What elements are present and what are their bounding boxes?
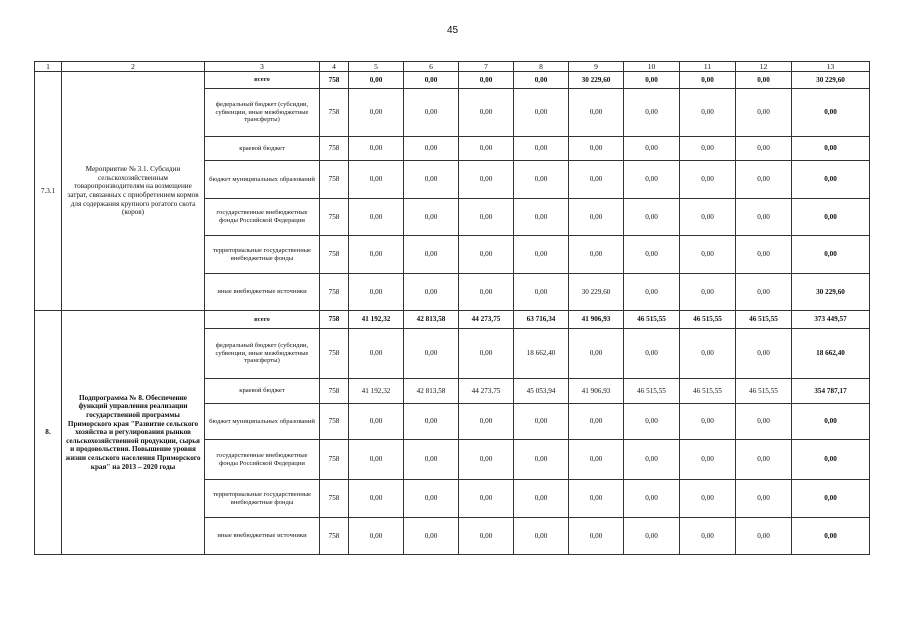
value-cell: 0,00: [736, 518, 792, 555]
page-number: 45: [446, 25, 459, 36]
value-cell: 0,00: [680, 89, 736, 137]
value-cell: 0,00: [459, 404, 514, 440]
value-cell: 0,00: [349, 161, 404, 199]
total-cell: 0,00: [792, 480, 870, 518]
value-cell: 0,00: [404, 72, 459, 89]
value-cell: 0,00: [569, 440, 624, 480]
funding-source: бюджет муниципальных образований: [205, 161, 320, 199]
value-cell: 0,00: [569, 199, 624, 236]
code-cell: 758: [320, 236, 349, 274]
value-cell: 0,00: [514, 72, 569, 89]
value-cell: 0,00: [404, 199, 459, 236]
total-cell: 30 229,60: [792, 72, 870, 89]
section-description: Подпрограмма № 8. Обеспечение функций управления реализации государственной программы Приморского края "Развитие сельского хозяйства и регулирования рынков сельскохозяйственной продукции, сырья и продовольствия. Повышение уровня жизни сельского населения Приморского края" на 2013 – 2020 годы: [62, 311, 205, 555]
value-cell: 0,00: [349, 199, 404, 236]
header-cell: 4: [320, 62, 349, 72]
value-cell: 0,00: [680, 440, 736, 480]
code-cell: 758: [320, 329, 349, 379]
value-cell: 0,00: [736, 72, 792, 89]
value-cell: 0,00: [569, 329, 624, 379]
table-row: [35, 311, 870, 329]
value-cell: 0,00: [459, 161, 514, 199]
value-cell: 0,00: [349, 518, 404, 555]
value-cell: 0,00: [736, 236, 792, 274]
value-cell: 30 229,60: [569, 72, 624, 89]
table-row: [35, 72, 870, 89]
value-cell: 0,00: [624, 404, 680, 440]
value-cell: 0,00: [680, 480, 736, 518]
header-cell: 6: [404, 62, 459, 72]
value-cell: 0,00: [404, 404, 459, 440]
funding-source: федеральный бюджет (субсидии, субвенции, иные межбюджетные трансферты): [205, 329, 320, 379]
header-cell: 8: [514, 62, 569, 72]
value-cell: 0,00: [736, 89, 792, 137]
header-cell: 7: [459, 62, 514, 72]
header-cell: 12: [736, 62, 792, 72]
value-cell: 0,00: [624, 329, 680, 379]
funding-source: всего: [205, 311, 320, 329]
header-cell: 9: [569, 62, 624, 72]
value-cell: 44 273,75: [459, 379, 514, 404]
code-cell: 758: [320, 404, 349, 440]
value-cell: 42 813,58: [404, 379, 459, 404]
value-cell: 46 515,55: [680, 379, 736, 404]
value-cell: 0,00: [680, 404, 736, 440]
value-cell: 46 515,55: [736, 311, 792, 329]
value-cell: 18 662,40: [514, 329, 569, 379]
value-cell: 0,00: [736, 199, 792, 236]
value-cell: 0,00: [514, 274, 569, 311]
header-cell: 3: [205, 62, 320, 72]
value-cell: 0,00: [349, 236, 404, 274]
value-cell: 0,00: [680, 274, 736, 311]
total-cell: 0,00: [792, 199, 870, 236]
value-cell: 46 515,55: [624, 379, 680, 404]
value-cell: 0,00: [569, 89, 624, 137]
value-cell: 41 192,32: [349, 379, 404, 404]
value-cell: 0,00: [459, 480, 514, 518]
budget-table: [34, 61, 870, 555]
value-cell: 0,00: [514, 440, 569, 480]
value-cell: 0,00: [514, 137, 569, 161]
code-cell: 758: [320, 480, 349, 518]
value-cell: 0,00: [624, 480, 680, 518]
header-cell: 10: [624, 62, 680, 72]
value-cell: 0,00: [404, 480, 459, 518]
total-cell: 0,00: [792, 518, 870, 555]
value-cell: 0,00: [459, 440, 514, 480]
code-cell: 758: [320, 89, 349, 137]
value-cell: 41 192,32: [349, 311, 404, 329]
header-cell: 1: [35, 62, 62, 72]
value-cell: 0,00: [404, 89, 459, 137]
value-cell: 0,00: [349, 137, 404, 161]
funding-source: краевой бюджет: [205, 137, 320, 161]
total-cell: 373 449,57: [792, 311, 870, 329]
code-cell: 758: [320, 440, 349, 480]
value-cell: 63 716,34: [514, 311, 569, 329]
value-cell: 41 906,93: [569, 311, 624, 329]
value-cell: 0,00: [349, 72, 404, 89]
section-id: 8.: [35, 311, 62, 555]
section-description: Мероприятие № 3.1. Субсидии сельскохозяйственным товаропроизводителям на возмещение затрат, связанных с приобретением кормов для содержания крупного рогатого скота (коров): [62, 72, 205, 311]
value-cell: 0,00: [569, 480, 624, 518]
value-cell: 0,00: [514, 161, 569, 199]
total-cell: 0,00: [792, 137, 870, 161]
funding-source: иные внебюджетные источники: [205, 518, 320, 555]
funding-source: бюджет муниципальных образований: [205, 404, 320, 440]
funding-source: иные внебюджетные источники: [205, 274, 320, 311]
code-cell: 758: [320, 274, 349, 311]
value-cell: 0,00: [680, 161, 736, 199]
code-cell: 758: [320, 137, 349, 161]
funding-source: государственные внебюджетные фонды Российской Федерации: [205, 199, 320, 236]
value-cell: 0,00: [624, 440, 680, 480]
value-cell: 0,00: [624, 274, 680, 311]
value-cell: 0,00: [514, 480, 569, 518]
value-cell: 0,00: [569, 161, 624, 199]
value-cell: 0,00: [404, 137, 459, 161]
value-cell: 0,00: [349, 404, 404, 440]
value-cell: 0,00: [459, 199, 514, 236]
value-cell: 0,00: [624, 89, 680, 137]
value-cell: 0,00: [459, 236, 514, 274]
funding-source: всего: [205, 72, 320, 89]
value-cell: 0,00: [349, 274, 404, 311]
header-row: [35, 62, 870, 72]
value-cell: 44 273,75: [459, 311, 514, 329]
code-cell: 758: [320, 72, 349, 89]
code-cell: 758: [320, 379, 349, 404]
value-cell: 0,00: [736, 274, 792, 311]
value-cell: 0,00: [459, 72, 514, 89]
value-cell: 0,00: [624, 199, 680, 236]
value-cell: 0,00: [736, 329, 792, 379]
value-cell: 0,00: [569, 137, 624, 161]
value-cell: 0,00: [680, 236, 736, 274]
value-cell: 0,00: [404, 274, 459, 311]
value-cell: 0,00: [624, 518, 680, 555]
code-cell: 758: [320, 518, 349, 555]
value-cell: 0,00: [736, 480, 792, 518]
code-cell: 758: [320, 199, 349, 236]
value-cell: 45 053,94: [514, 379, 569, 404]
value-cell: 0,00: [514, 236, 569, 274]
header-cell: 11: [680, 62, 736, 72]
value-cell: 0,00: [736, 137, 792, 161]
total-cell: 0,00: [792, 161, 870, 199]
value-cell: 0,00: [349, 89, 404, 137]
value-cell: 0,00: [680, 72, 736, 89]
value-cell: 0,00: [624, 161, 680, 199]
value-cell: 0,00: [736, 161, 792, 199]
total-cell: 0,00: [792, 236, 870, 274]
value-cell: 0,00: [349, 329, 404, 379]
value-cell: 0,00: [680, 329, 736, 379]
value-cell: 0,00: [569, 518, 624, 555]
value-cell: 0,00: [349, 480, 404, 518]
header-cell: 13: [792, 62, 870, 72]
total-cell: 0,00: [792, 404, 870, 440]
value-cell: 0,00: [514, 404, 569, 440]
funding-source: территориальные государственные внебюджетные фонды: [205, 480, 320, 518]
value-cell: 46 515,55: [680, 311, 736, 329]
value-cell: 0,00: [569, 404, 624, 440]
total-cell: 0,00: [792, 440, 870, 480]
value-cell: 0,00: [459, 274, 514, 311]
total-cell: 354 787,17: [792, 379, 870, 404]
value-cell: 0,00: [680, 137, 736, 161]
funding-source: федеральный бюджет (субсидии, субвенции, иные межбюджетные трансферты): [205, 89, 320, 137]
value-cell: 0,00: [514, 518, 569, 555]
value-cell: 0,00: [459, 518, 514, 555]
value-cell: 0,00: [459, 329, 514, 379]
value-cell: 0,00: [680, 518, 736, 555]
section-id: 7.3.1: [35, 72, 62, 311]
value-cell: 46 515,55: [736, 379, 792, 404]
funding-source: государственные внебюджетные фонды Российской Федерации: [205, 440, 320, 480]
value-cell: 0,00: [404, 329, 459, 379]
header-cell: 2: [62, 62, 205, 72]
total-cell: 0,00: [792, 89, 870, 137]
funding-source: территориальные государственные внебюджетные фонды: [205, 236, 320, 274]
value-cell: 0,00: [736, 440, 792, 480]
value-cell: 42 813,58: [404, 311, 459, 329]
header-cell: 5: [349, 62, 404, 72]
value-cell: 0,00: [680, 199, 736, 236]
value-cell: 30 229,60: [569, 274, 624, 311]
value-cell: 0,00: [624, 72, 680, 89]
value-cell: 0,00: [514, 199, 569, 236]
value-cell: 0,00: [404, 236, 459, 274]
value-cell: 0,00: [569, 236, 624, 274]
value-cell: 0,00: [404, 161, 459, 199]
value-cell: 46 515,55: [624, 311, 680, 329]
funding-source: краевой бюджет: [205, 379, 320, 404]
value-cell: 0,00: [624, 236, 680, 274]
value-cell: 0,00: [349, 440, 404, 480]
total-cell: 18 662,40: [792, 329, 870, 379]
code-cell: 758: [320, 311, 349, 329]
value-cell: 0,00: [514, 89, 569, 137]
value-cell: 0,00: [624, 137, 680, 161]
value-cell: 0,00: [459, 137, 514, 161]
total-cell: 30 229,60: [792, 274, 870, 311]
value-cell: 0,00: [736, 404, 792, 440]
value-cell: 0,00: [404, 518, 459, 555]
code-cell: 758: [320, 161, 349, 199]
value-cell: 0,00: [404, 440, 459, 480]
value-cell: 41 906,93: [569, 379, 624, 404]
value-cell: 0,00: [459, 89, 514, 137]
